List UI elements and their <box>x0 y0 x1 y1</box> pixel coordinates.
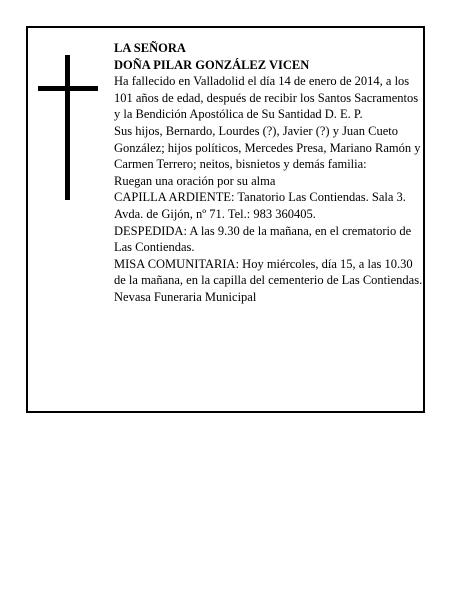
notice-heading-title: LA SEÑORA <box>114 41 186 55</box>
farewell-info: DESPEDIDA: A las 9.30 de la mañana, en el crematorio de Las Contiendas. <box>114 223 412 255</box>
deceased-name: DOÑA PILAR GONZÁLEZ VICEN <box>114 57 310 72</box>
mass-info: MISA COMUNITARIA: Hoy miércoles, día 15, a las 10.30 de la mañana, en la capilla del cementerio de Las Contiendas. <box>114 256 423 288</box>
funeral-chapel-info: CAPILLA ARDIENTE: Tanatorio Las Contiendas. Sala 3. Avda. de Gijón, nº 71. Tel.: 983 360405. <box>114 190 406 221</box>
cross-horizontal-bar <box>38 86 98 91</box>
cross-vertical-bar <box>65 55 70 200</box>
notice-text <box>114 40 426 306</box>
obituary-notice <box>26 26 425 413</box>
death-announcement: Ha fallecido en Valladolid el día 14 de enero de 2014, a los 101 años de edad, después de recibir los Santos Sacramentos y la Bendición Apostólica de Su Santidad D. E. P. <box>114 74 419 122</box>
funeral-home-name: Nevasa Funeraria Municipal <box>114 289 257 304</box>
family-list: Sus hijos, Bernardo, Lourdes (?), Javier (?) y Juan Cueto González; hijos políticos, Mercedes Presa, Mariano Ramón y Carmen Terrero; neitos, bisnietos y demás familia: <box>114 123 421 172</box>
prayer-request: Ruegan una oración por su alma <box>114 173 276 188</box>
latin-cross-icon <box>38 55 98 200</box>
